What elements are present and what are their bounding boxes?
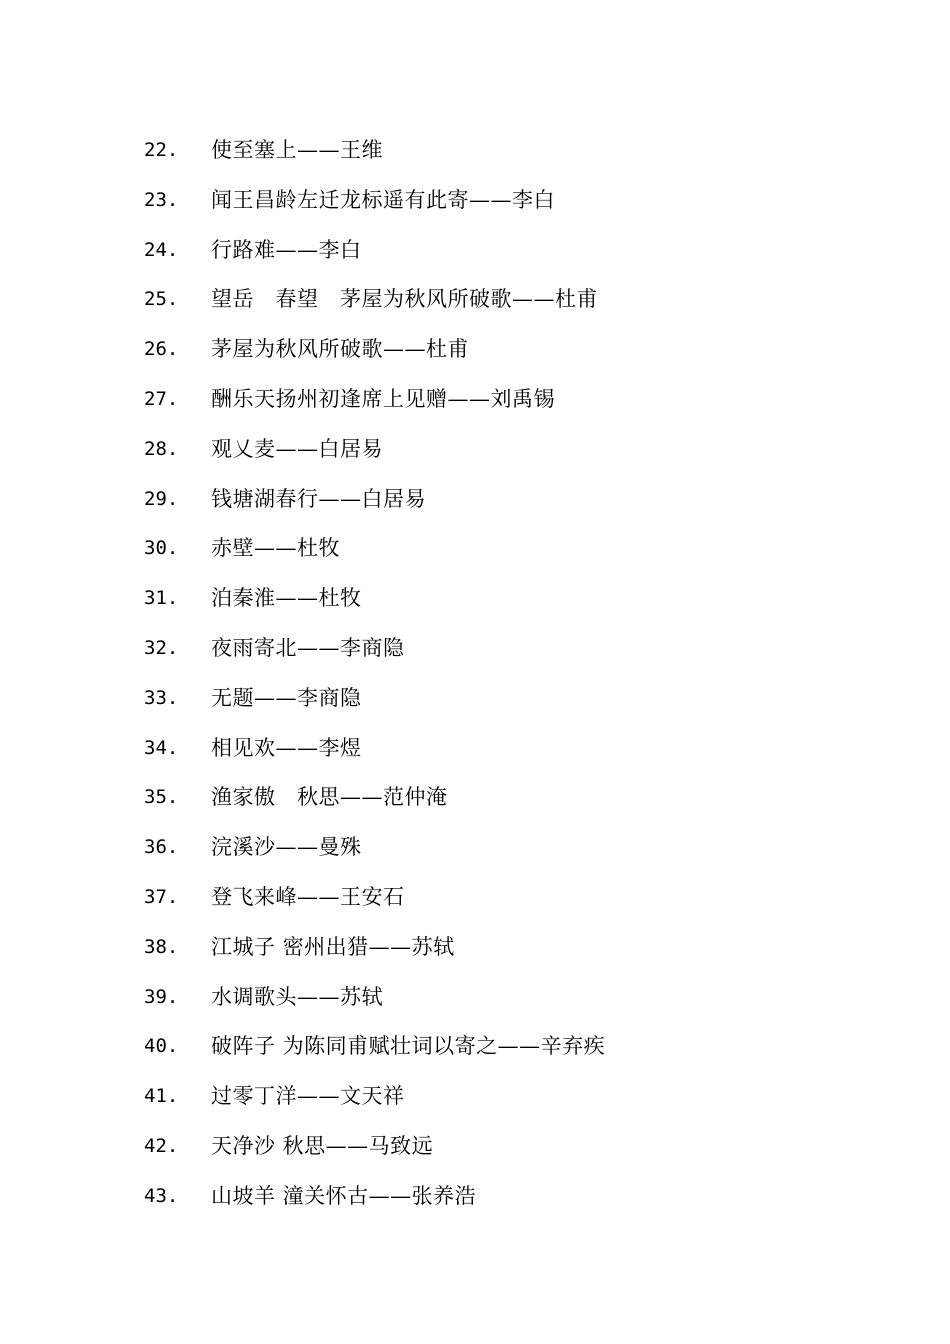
item-title: 观乂麦——白居易 — [211, 436, 383, 461]
item-title: 渔家傲 秋思——范仲淹 — [211, 785, 448, 810]
list-item — [0, 674, 950, 724]
list-item — [0, 176, 950, 226]
list-item — [0, 624, 950, 674]
item-number: 38. — [144, 935, 179, 958]
list-item — [0, 1172, 950, 1222]
item-title: 赤壁——杜牧 — [211, 536, 340, 561]
item-title: 江城子 密州出猎——苏轼 — [211, 934, 455, 959]
item-title: 望岳 春望 茅屋为秋风所破歌——杜甫 — [211, 287, 598, 312]
item-number: 33. — [144, 686, 179, 709]
item-title: 夜雨寄北——李商隐 — [211, 635, 405, 660]
poem-list — [0, 126, 950, 1222]
list-item — [0, 574, 950, 624]
list-item — [0, 1022, 950, 1072]
item-number: 29. — [144, 487, 179, 510]
list-item — [0, 724, 950, 774]
item-number: 22. — [144, 139, 179, 161]
list-item — [0, 375, 950, 425]
item-title: 使至塞上——王维 — [211, 138, 383, 162]
item-title: 天净沙 秋思——马致远 — [211, 1133, 434, 1158]
item-title: 过零丁洋——文天祥 — [211, 1084, 405, 1109]
list-item — [0, 226, 950, 276]
list-item — [0, 1122, 950, 1172]
item-number: 41. — [144, 1085, 179, 1108]
item-number: 42. — [144, 1134, 179, 1157]
list-item — [0, 1072, 950, 1122]
item-number: 26. — [144, 338, 179, 361]
item-number: 31. — [144, 587, 179, 610]
list-item — [0, 524, 950, 574]
item-title: 行路难——李白 — [211, 237, 362, 262]
item-number: 43. — [144, 1184, 179, 1207]
item-title: 相见欢——李煜 — [211, 735, 362, 760]
item-title: 登飞来峰——王安石 — [211, 884, 405, 909]
list-item — [0, 973, 950, 1023]
item-number: 28. — [144, 437, 179, 460]
list-item — [0, 126, 950, 176]
item-number: 32. — [144, 636, 179, 659]
list-item — [0, 873, 950, 923]
list-item — [0, 325, 950, 375]
item-title: 浣溪沙——曼殊 — [211, 835, 362, 860]
list-item — [0, 475, 950, 525]
item-number: 36. — [144, 836, 179, 859]
item-number: 37. — [144, 885, 179, 908]
list-item — [0, 923, 950, 973]
list-item — [0, 823, 950, 873]
item-number: 30. — [144, 537, 179, 560]
item-number: 25. — [144, 288, 179, 311]
item-title: 水调歌头——苏轼 — [211, 984, 383, 1009]
item-title: 破阵子 为陈同甫赋壮词以寄之——辛弃疾 — [211, 1034, 606, 1059]
item-number: 23. — [144, 188, 179, 211]
list-item — [0, 275, 950, 325]
item-number: 40. — [144, 1035, 179, 1058]
item-number: 27. — [144, 387, 179, 410]
list-item — [0, 773, 950, 823]
item-number: 35. — [144, 786, 179, 809]
item-title: 无题——李商隐 — [211, 685, 362, 710]
item-number: 24. — [144, 238, 179, 261]
item-title: 闻王昌龄左迁龙标遥有此寄——李白 — [211, 187, 555, 212]
item-title: 钱塘湖春行——白居易 — [211, 486, 426, 511]
item-title: 茅屋为秋风所破歌——杜甫 — [211, 337, 469, 362]
item-number: 39. — [144, 985, 179, 1008]
list-item — [0, 425, 950, 475]
item-title: 酬乐天扬州初逢席上见赠——刘禹锡 — [211, 386, 555, 411]
item-title: 泊秦淮——杜牧 — [211, 586, 362, 611]
item-title: 山坡羊 潼关怀古——张养浩 — [211, 1183, 477, 1208]
item-number: 34. — [144, 736, 179, 759]
